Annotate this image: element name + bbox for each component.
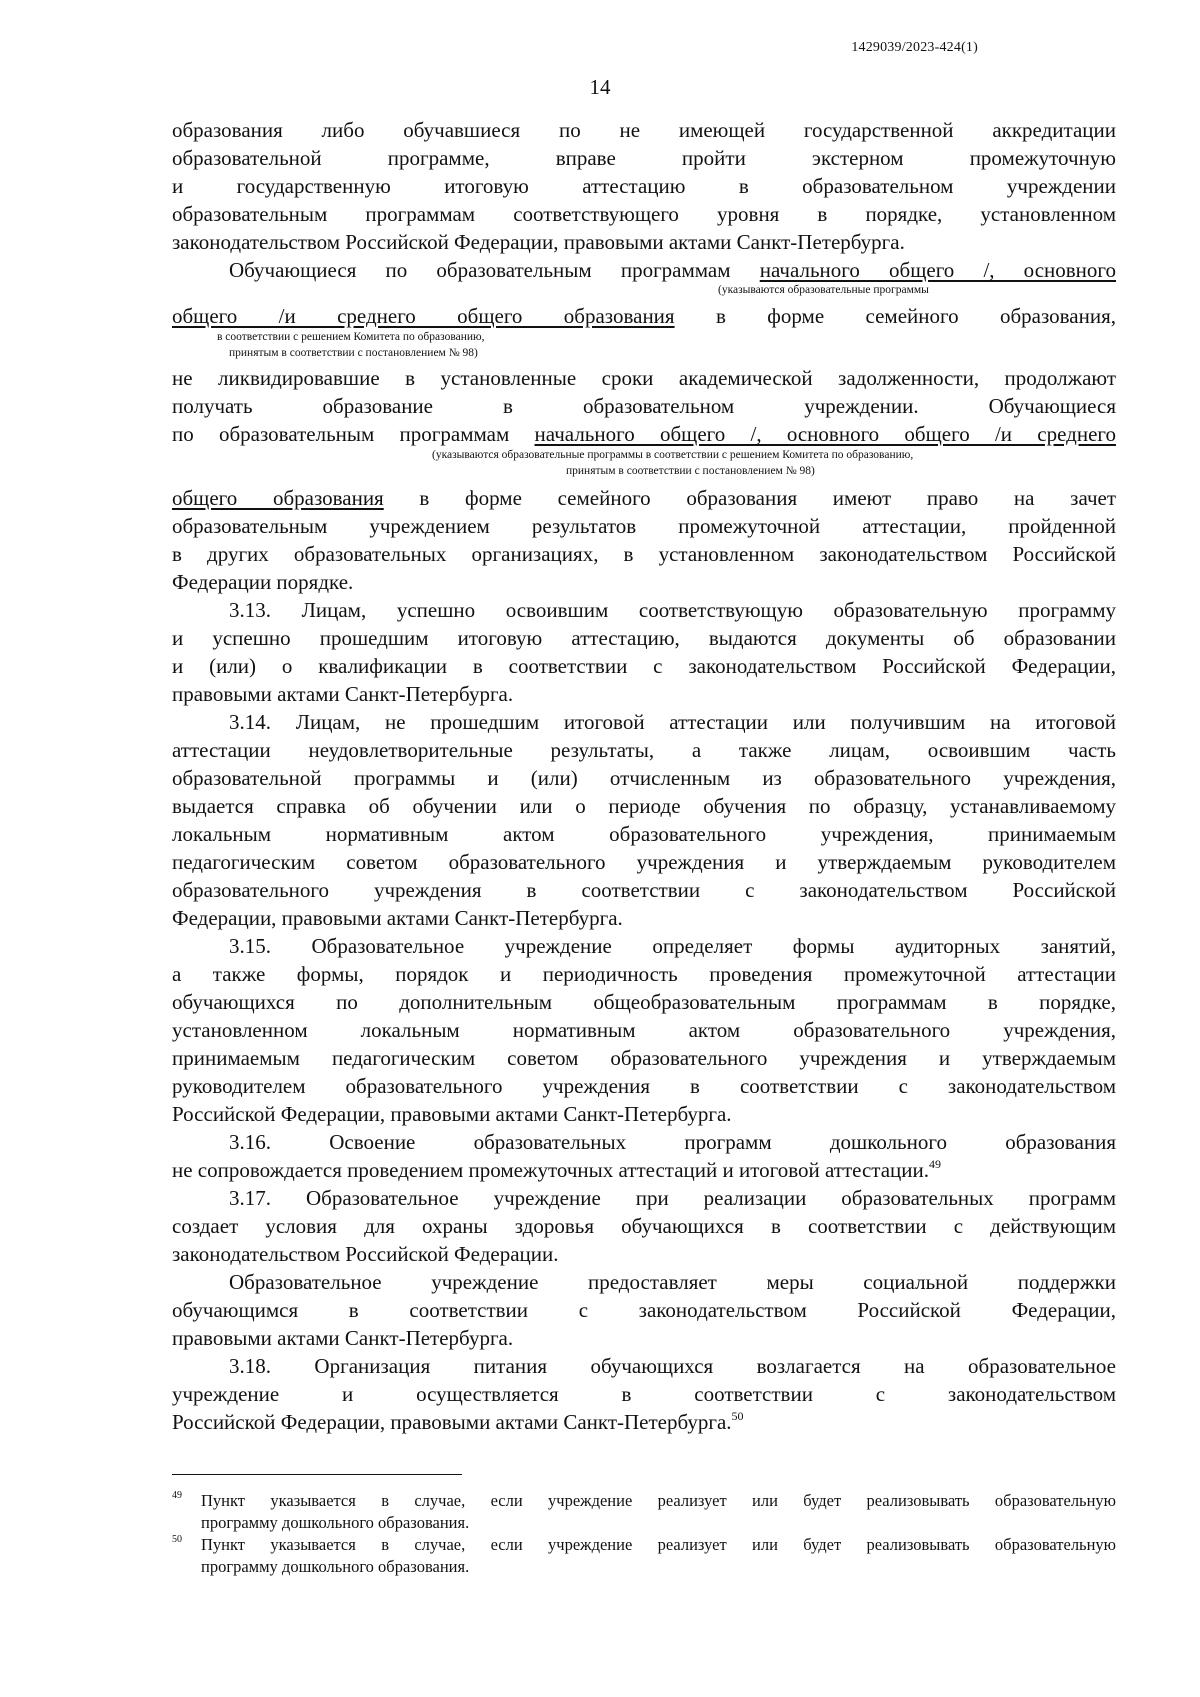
body-line: руководителем образовательного учреждения в соответствии с законодательством bbox=[172, 1074, 1116, 1098]
body-line: образовательной программе, вправе пройти экстерном промежуточную bbox=[172, 146, 1116, 170]
footnote-ref[interactable]: 49 bbox=[929, 1157, 942, 1171]
line-text: Обучающиеся по образовательным программам bbox=[229, 258, 760, 282]
body-line: законодательством Российской Федерации, правовыми актами Санкт-Петербурга. bbox=[172, 230, 905, 254]
body-line: не ликвидировавшие в установленные сроки академической задолженности, продолжают bbox=[172, 366, 1116, 390]
body-line: законодательством Российской Федерации. bbox=[172, 1242, 559, 1266]
body-line: получать образование в образовательном учреждении. Обучающиеся bbox=[172, 394, 1116, 418]
body-line: Образовательное учреждение предоставляет меры социальной поддержки bbox=[229, 1270, 1116, 1294]
body-line: Федерации порядке. bbox=[172, 570, 354, 594]
body-line: а также формы, порядок и периодичность проведения промежуточной аттестации bbox=[172, 962, 1116, 986]
footnote-mark: 49 bbox=[172, 1490, 182, 1501]
body-line: Федерации, правовыми актами Санкт-Петербурга. bbox=[172, 906, 623, 930]
body-line: и государственную итоговую аттестацию в образовательном учреждении bbox=[172, 174, 1116, 198]
body-line: образовательной программы и (или) отчисленным из образовательного учреждения, bbox=[172, 766, 1116, 790]
body-line: педагогическим советом образовательного учреждения и утверждаемым руководителем bbox=[172, 850, 1116, 874]
footnote-text: программу дошкольного образования. bbox=[201, 1513, 470, 1532]
fill-in-hint: (указываются образовательные программы bbox=[718, 284, 929, 296]
line-text: по образовательным программам bbox=[172, 422, 535, 446]
fill-in-hint: принятым в соответствии с постановлением № 98) bbox=[566, 465, 815, 477]
body-line: образовательным учреждением результатов промежуточной аттестации, пройденной bbox=[172, 514, 1116, 538]
body-line: правовыми актами Санкт-Петербурга. bbox=[172, 682, 514, 706]
body-line: обучающимся в соответствии с законодательством Российской Федерации, bbox=[172, 1298, 1116, 1322]
footnote-text: Пункт указывается в случае, если учреждение реализует или будет реализовывать образовательную bbox=[201, 1535, 1116, 1554]
body-line: 3.15. Образовательное учреждение определяет формы аудиторных занятий, bbox=[229, 934, 1116, 958]
body-line bbox=[172, 484, 1116, 512]
body-line: создает условия для охраны здоровья обучающихся в соответствии с действующим bbox=[172, 1214, 1116, 1238]
body-line: образования либо обучавшиеся по не имеющей государственной аккредитации bbox=[172, 118, 1116, 142]
body-line: и (или) о квалификации в соответствии с законодательством Российской Федерации, bbox=[172, 654, 1116, 678]
body-line: образовательного учреждения в соответствии с законодательством Российской bbox=[172, 878, 1116, 902]
body-line bbox=[172, 420, 1116, 448]
body-line: локальным нормативным актом образовательного учреждения, принимаемым bbox=[172, 822, 1116, 846]
body-line: правовыми актами Санкт-Петербурга. bbox=[172, 1326, 514, 1350]
line-text: не сопровождается проведением промежуточных аттестаций и итоговой аттестации. bbox=[172, 1158, 930, 1182]
line-text: в форме семейного образования имеют право на зачет bbox=[383, 486, 1117, 510]
body-line bbox=[172, 302, 1116, 330]
body-line: установленном локальным нормативным актом образовательного учреждения, bbox=[172, 1018, 1116, 1042]
body-line: выдается справка об обучении или о периоде обучения по образцу, устанавливаемому bbox=[172, 794, 1116, 818]
body-line: 3.14. Лицам, не прошедшим итоговой аттестации или получившим на итоговой bbox=[229, 710, 1116, 734]
body-line: аттестации неудовлетворительные результаты, а также лицам, освоившим часть bbox=[172, 738, 1116, 762]
underlined-fill-in: начального общего /, основного bbox=[759, 258, 1116, 282]
body-line: обучающихся по дополнительным общеобразовательным программам в порядке, bbox=[172, 990, 1116, 1014]
body-line: в других образовательных организациях, в установленном законодательством Российской bbox=[172, 542, 1116, 566]
body-line bbox=[229, 256, 1116, 284]
body-line: 3.18. Организация питания обучающихся возлагается на образовательное bbox=[229, 1354, 1116, 1378]
footnote-separator bbox=[172, 1474, 462, 1475]
underlined-fill-in: общего образования bbox=[172, 486, 384, 510]
body-line bbox=[172, 1408, 1116, 1436]
underlined-fill-in: общего /и среднего общего образования bbox=[172, 304, 675, 328]
footnote-text: программу дошкольного образования. bbox=[201, 1557, 470, 1576]
document-number: 1429039/2023-424(1) bbox=[851, 40, 978, 55]
footnote-ref[interactable]: 50 bbox=[731, 1409, 744, 1423]
line-text: Российской Федерации, правовыми актами Санкт-Петербурга. bbox=[172, 1410, 732, 1434]
body-line: 3.16. Освоение образовательных программ дошкольного образования bbox=[229, 1130, 1116, 1154]
body-line: 3.17. Образовательное учреждение при реализации образовательных программ bbox=[229, 1186, 1116, 1210]
footnote-mark: 50 bbox=[172, 1534, 182, 1545]
body-line bbox=[172, 1156, 1116, 1184]
underlined-fill-in: начального общего /, основного общего /и среднего bbox=[534, 422, 1116, 446]
body-line: Российской Федерации, правовыми актами Санкт-Петербурга. bbox=[172, 1102, 732, 1126]
page-number: 14 bbox=[589, 75, 611, 99]
fill-in-hint: (указываются образовательные программы в соответствии с решением Комитета по образованию, bbox=[432, 449, 914, 461]
body-line: принимаемым педагогическим советом образовательного учреждения и утверждаемым bbox=[172, 1046, 1116, 1070]
body-line: образовательным программам соответствующего уровня в порядке, установленном bbox=[172, 202, 1116, 226]
fill-in-hint: в соответствии с решением Комитета по образованию, bbox=[217, 331, 485, 343]
body-line: 3.13. Лицам, успешно освоившим соответствующую образовательную программу bbox=[229, 598, 1116, 622]
line-text: в форме семейного образования, bbox=[674, 304, 1116, 328]
body-line: учреждение и осуществляется в соответствии с законодательством bbox=[172, 1382, 1116, 1406]
fill-in-hint: принятым в соответствии с постановлением № 98) bbox=[229, 347, 478, 359]
body-line: и успешно прошедшим итоговую аттестацию, выдаются документы об образовании bbox=[172, 626, 1116, 650]
footnote-text: Пункт указывается в случае, если учреждение реализует или будет реализовывать образовательную bbox=[201, 1491, 1116, 1510]
